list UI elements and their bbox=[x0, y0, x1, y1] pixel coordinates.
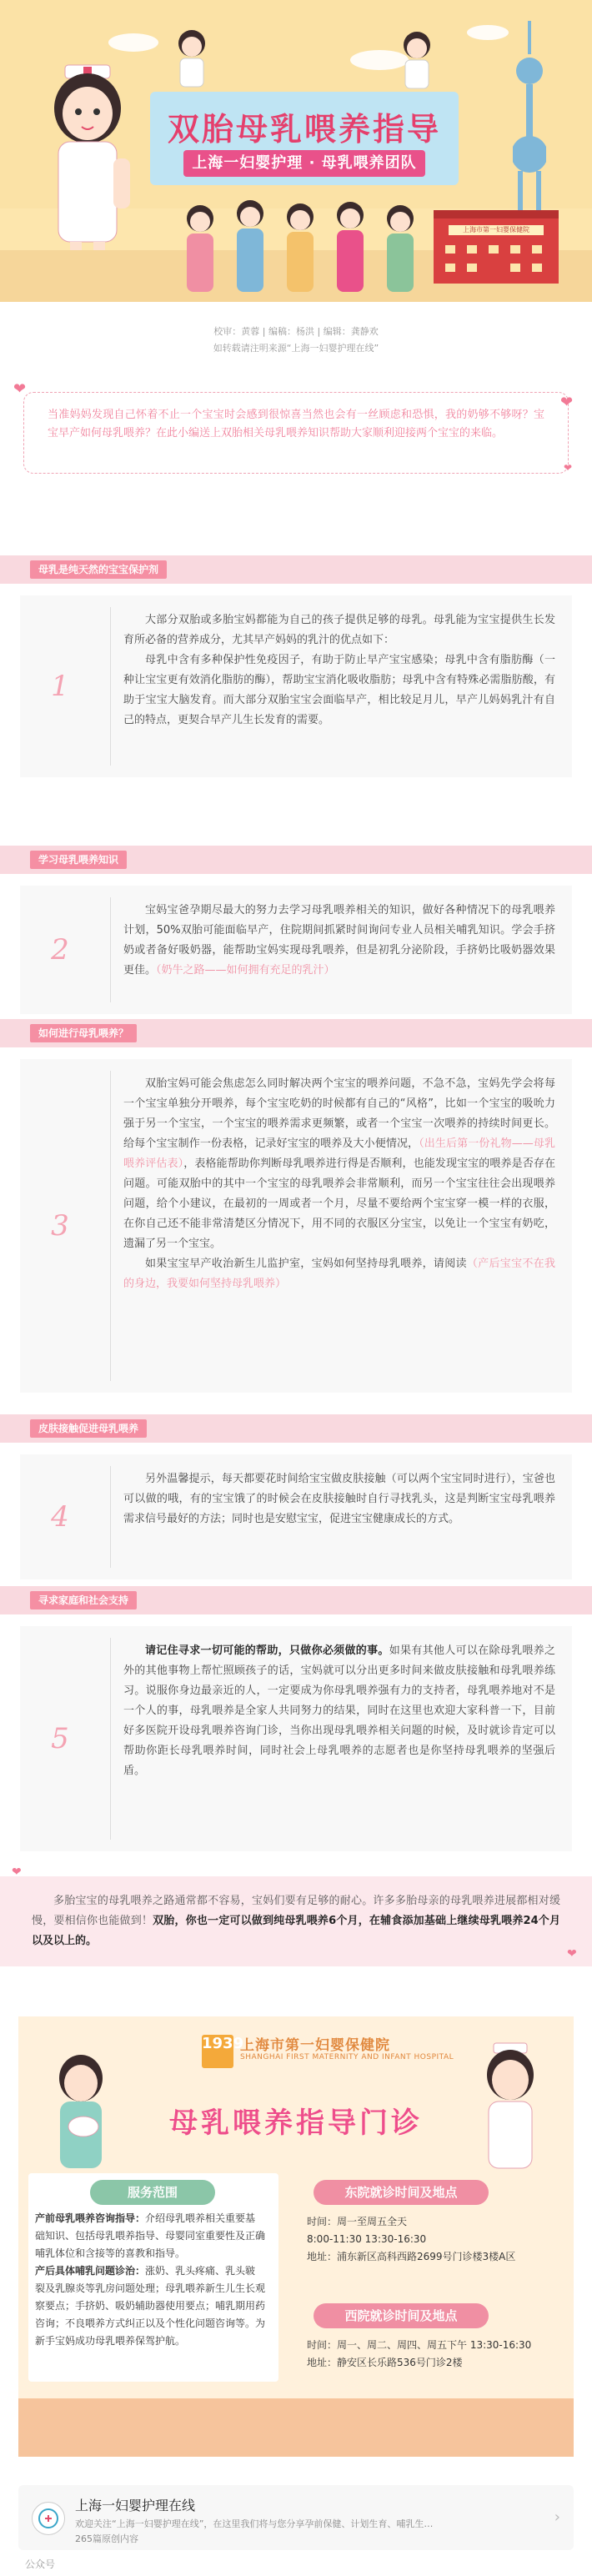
article-link[interactable]: （奶牛之路——如何拥有充足的乳汁） bbox=[156, 964, 335, 977]
paragraph-text: 如果宝宝早产收治新生儿监护室，宝妈如何坚持母乳喂养，请阅读 bbox=[145, 1258, 467, 1270]
cloud-decoration bbox=[467, 25, 509, 40]
section-header-1 bbox=[0, 555, 592, 584]
hospital-building-illustration bbox=[434, 217, 559, 284]
emphasis-text: 请记住寻求一切可能的帮助，只做你必须做的事。 bbox=[145, 1645, 389, 1657]
hospital-logo-icon bbox=[38, 2508, 59, 2529]
section-body-4 bbox=[20, 1454, 572, 1579]
building-window bbox=[467, 264, 477, 272]
section-body-2 bbox=[20, 886, 572, 1014]
hospital-logo: 1939 bbox=[202, 2035, 233, 2068]
section-text bbox=[123, 1074, 555, 1294]
service-card-title: 服务范围 bbox=[90, 2180, 215, 2205]
section-divider bbox=[110, 607, 111, 766]
city-skyline-illustration bbox=[18, 2398, 574, 2457]
paragraph: 另外温馨提示，每天都要花时间给宝宝做皮肤接触（可以两个宝宝同时进行），宝爸也可以做的哦，有的宝宝饿了的时候会在皮肤接触时自行寻找乳头，这是判断宝宝母乳喂养需求信号最好的方法；同时也是安慰宝宝，促进宝宝健康成长的方式。 bbox=[123, 1473, 555, 1525]
section-title: 皮肤接触促进母乳喂养 bbox=[30, 1419, 147, 1438]
clinic-title: 母乳喂养指导门诊 bbox=[169, 2106, 423, 2140]
heart-icon: ❤ bbox=[567, 1947, 577, 1961]
paragraph-text: 宝妈宝爸孕期尽最大的努力去学习母乳喂养相关的知识，做好各种情况下的母乳喂养计划，50%双胎可能面临早产，住院期间抓紧时间询问专业人员相关哺乳知识。学会手挤奶或者备好吸奶器，能帮助宝妈实现母乳喂养，但是初乳分泌阶段，手挤奶比吸奶器效果更佳。 bbox=[123, 904, 555, 977]
building-window bbox=[532, 245, 542, 254]
section-number: 4 bbox=[51, 1500, 69, 1534]
section-title: 寻求家庭和社会支持 bbox=[30, 1591, 137, 1609]
paragraph: 母乳中含有多种保护性免疫因子，有助于防止早产宝宝感染；母乳中含有脂肪酶（一种让宝宝更有效消化脂肪的酶），帮助宝宝消化吸收脂肪；母乳中含有特殊必需脂肪酸，有助于宝宝大脑发育。而大部分双胎宝宝会面临早产，相比较足月儿，早产儿妈妈乳汁有自己的特点，更契合早产儿生长发育的需要。 bbox=[123, 654, 555, 726]
service-item-title: 产后具体哺乳问题诊治： bbox=[35, 2265, 146, 2277]
section-divider bbox=[110, 1071, 111, 1381]
section-body-5 bbox=[20, 1626, 572, 1851]
service-item-title: 产前母乳喂养咨询指导： bbox=[35, 2212, 146, 2224]
service-item bbox=[35, 2262, 265, 2350]
conclusion-box bbox=[0, 1876, 592, 1966]
chevron-right-icon: › bbox=[554, 2508, 560, 2526]
heart-icon: ❤ bbox=[564, 462, 573, 474]
paragraph-text: 双胎宝妈可能会焦虑怎么同时解决两个宝宝的喂养问题，不急不急，宝妈先学会将每一个宝宝单独分开喂养，每个宝宝吃奶的时候都有自己的“风格”，比如一个宝宝的吸吮力强于另一个宝宝，一个宝宝的喂养需求更频繁，或者一个宝宝一次喂养的持续时间更长。给每个宝宝制作一份表格，记录好宝宝的喂养及大小便情况， bbox=[123, 1077, 555, 1150]
heart-icon: ❤ bbox=[12, 1865, 22, 1879]
section-header-4 bbox=[0, 1414, 592, 1443]
section-number: 3 bbox=[51, 1209, 69, 1243]
building-sign: 上海市第一妇婴保健院 bbox=[449, 225, 544, 235]
section-title: 如何进行母乳喂养？ bbox=[30, 1024, 137, 1042]
account-avatar bbox=[32, 2502, 65, 2535]
section-header-2 bbox=[0, 846, 592, 874]
heart-icon: ❤ bbox=[13, 380, 27, 398]
footer bbox=[0, 2473, 592, 2576]
article-link[interactable]: （出生后第一份礼物——母乳喂养评估表） bbox=[123, 1137, 555, 1170]
account-article-count: 265篇原创内容 bbox=[75, 2533, 138, 2544]
nurse-illustration bbox=[33, 58, 142, 275]
east-campus-time: 时间：周一至周五全天 bbox=[307, 2216, 408, 2227]
building-roof bbox=[434, 210, 559, 218]
section-number: 5 bbox=[51, 1722, 69, 1755]
paragraph bbox=[123, 1254, 555, 1294]
heart-icon: ❤ bbox=[560, 394, 574, 411]
section-divider bbox=[110, 1466, 111, 1568]
section-body-1 bbox=[20, 595, 572, 777]
section-title: 学习母乳喂养知识 bbox=[30, 851, 127, 869]
service-item-text: 涨奶、乳头疼痛、乳头皲裂及乳腺炎等乳房问题处理；母乳喂养新生儿生长观察要点；手挤奶、吸奶辅助器使用要点；哺乳期用药咨询；不良喂养方式纠正以及个性化问题咨询等。为新手宝妈成功母乳喂养保驾护航。 bbox=[35, 2265, 266, 2347]
paragraph-text: ，表格能帮助你判断母乳喂养进行得是否顺利，也能发现宝宝的喂养是否存在问题。可能双胎中的其中一个宝宝的母乳喂养会非常顺利，而另一个宝宝往往会出现喂养问题，给个小建议，在最初的一周或者一个月，尽量不要给两个宝宝穿一模一样的衣服，在你自己还不能非常清楚区分情况下，用不同的衣服区分宝宝，以免让一个宝宝有奶吃，遗漏了另一个宝宝。 bbox=[123, 1157, 555, 1250]
service-item bbox=[35, 2210, 265, 2262]
section-text bbox=[123, 901, 555, 981]
cloud-decoration bbox=[108, 33, 158, 52]
account-description: 欢迎关注“上海一妇婴护理在线”，在这里我们将与您分享孕前保健、计划生育、哺乳生… bbox=[75, 2518, 434, 2529]
paragraph bbox=[123, 1074, 555, 1254]
section-divider bbox=[110, 897, 111, 1002]
building-window bbox=[489, 245, 499, 254]
building-window bbox=[510, 245, 520, 254]
paragraph-text: 多胎宝宝的母乳喂养之路通常都不容易，宝妈们要有足够的耐心。许多多胎母亲的母乳喂养进展都相对缓慢，要相信你也能做到！ bbox=[32, 1895, 560, 1927]
building-window bbox=[467, 245, 477, 254]
section-number: 1 bbox=[51, 670, 69, 703]
west-campus-title: 西院就诊时间及地点 bbox=[314, 2303, 489, 2328]
east-campus-info bbox=[307, 2213, 557, 2266]
section-title: 母乳是纯天然的宝宝保护剂 bbox=[30, 560, 167, 579]
section-text bbox=[123, 1641, 555, 1781]
doctor-illustration bbox=[158, 23, 225, 90]
west-campus-time: 时间：周一、周二、周四、周五下午 13:30-16:30 bbox=[307, 2339, 532, 2351]
conclusion-text bbox=[32, 1891, 560, 1951]
account-type-label: 公众号 bbox=[25, 2558, 56, 2570]
paragraph-text: 如果有其他人可以在除母乳喂养之外的其他事物上帮忙照顾孩子的话，宝妈就可以分出更多时间来做皮肤接触和母乳喂养练习。说服你身边最亲近的人，一定要成为你母乳喂养强有力的支持者，母乳喂养地对不是一个人的事，母乳喂养是全家人共同努力的结果，同时在这里也欢迎大家科普一下，目前好多医院开设母乳喂养咨询门诊，当你出现母乳喂养相关问题的时候，及时就诊肯定可以帮助你距长母乳喂养时间，同时社会上母乳喂养的志愿者也是你坚持母乳喂养的坚强后盾。 bbox=[123, 1645, 555, 1777]
section-divider bbox=[110, 1638, 111, 1840]
account-name: 上海一妇婴护理在线 bbox=[75, 2498, 196, 2513]
paragraph: 大部分双胎或多胎宝妈都能为自己的孩子提供足够的母乳。母乳能为宝宝提供生长发育所必备的营养成分，尤其早产妈妈的乳汁的优点如下： bbox=[123, 614, 555, 646]
credits-source-note: 如转载请注明来源“上海一妇婴护理在线” bbox=[213, 343, 379, 354]
section-header-3 bbox=[0, 1019, 592, 1047]
paragraph bbox=[123, 1641, 555, 1781]
service-item-text: 介绍母乳喂养相关重要基础知识、包括母乳喂养指导、母婴同室重要性及正确哺乳体位和含接等的喜教和指导。 bbox=[35, 2212, 266, 2259]
hospital-name: 上海市第一妇婴保健院 bbox=[240, 2037, 390, 2054]
building-window bbox=[532, 264, 542, 272]
nurse-illustration-right bbox=[469, 2041, 552, 2175]
clinic-poster bbox=[18, 2016, 574, 2457]
section-header-5 bbox=[0, 1586, 592, 1614]
intro-box bbox=[23, 392, 569, 474]
nurse-small-illustration bbox=[384, 25, 450, 92]
section-body-3 bbox=[20, 1059, 572, 1393]
building-window bbox=[510, 264, 520, 272]
section-text bbox=[123, 1469, 555, 1529]
page-title: 双胎母乳喂养指导 bbox=[167, 111, 441, 148]
title-panel bbox=[150, 92, 459, 185]
section-text bbox=[123, 610, 555, 731]
section-number: 2 bbox=[51, 933, 69, 967]
article-link[interactable]: （产后宝宝不在我的身边，我要如何坚持母乳喂养） bbox=[123, 1258, 555, 1290]
east-campus-title: 东院就诊时间及地点 bbox=[314, 2180, 489, 2205]
east-campus-hours: 8:00-11:30 13:30-16:30 bbox=[307, 2233, 427, 2245]
family-illustration bbox=[167, 193, 434, 302]
tv-tower-illustration bbox=[513, 21, 546, 213]
paragraph bbox=[123, 901, 555, 981]
account-card[interactable] bbox=[18, 2485, 574, 2550]
credits bbox=[0, 324, 592, 357]
building-window bbox=[445, 245, 455, 254]
service-description bbox=[35, 2210, 265, 2350]
hospital-name-en: SHANGHAI FIRST MATERNITY AND INFANT HOSPITAL bbox=[240, 2053, 454, 2061]
page-subtitle: 上海一妇婴护理 · 母乳喂养团队 bbox=[183, 150, 425, 177]
header-banner bbox=[0, 0, 592, 302]
credits-editors: 校审：黄蓉 | 编稿：杨洪 | 编辑：龚静欢 bbox=[213, 326, 379, 337]
west-campus-address: 地址：静安区长乐路536号门诊2楼 bbox=[307, 2357, 463, 2368]
intro-text: 当准妈妈发现自己怀着不止一个宝宝时会感到很惊喜当然也会有一丝顾虑和恐惧，我的奶够不够呀？宝宝早产如何母乳喂养？在此小编送上双胎相关母乳喂养知识帮助大家顺利迎接两个宝宝的来临。 bbox=[48, 409, 544, 439]
building-window bbox=[445, 264, 455, 272]
mother-baby-illustration bbox=[43, 2050, 118, 2175]
emphasis-text: 双胎，你也一定可以做到纯母乳喂养6个月，在辅食添加基础上继续母乳喂养24个月以及以上的。 bbox=[32, 1915, 560, 1947]
west-campus-info bbox=[307, 2337, 557, 2372]
east-campus-address: 地址：浦东新区高科西路2699号门诊楼3楼A区 bbox=[307, 2251, 516, 2262]
